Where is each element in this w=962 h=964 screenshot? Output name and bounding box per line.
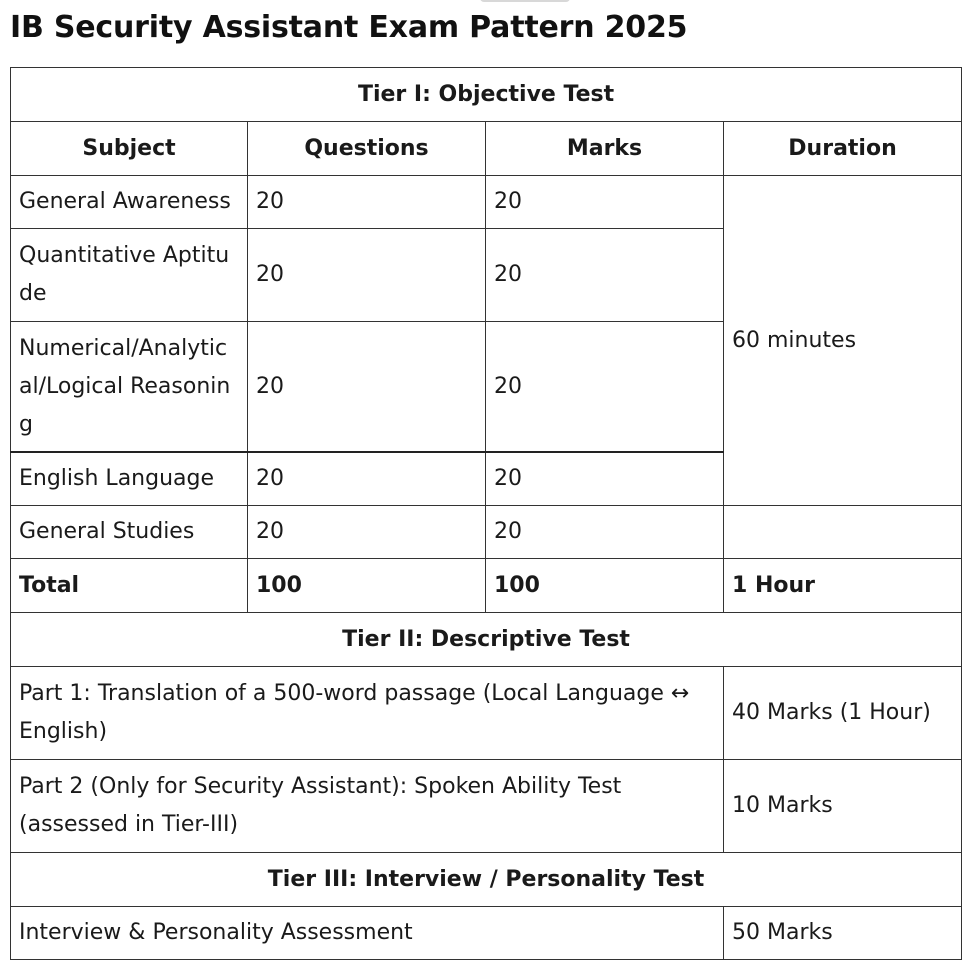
exam-pattern-table	[10, 67, 962, 960]
subject-cell: General Awareness	[11, 176, 248, 229]
total-duration: 1 Hour	[724, 559, 962, 613]
total-questions: 100	[248, 559, 486, 613]
total-marks: 100	[486, 559, 724, 613]
marks-cell: 20	[486, 176, 724, 229]
questions-cell: 20	[248, 452, 486, 506]
tier1-heading: Tier I: Objective Test	[11, 68, 962, 122]
part-marks-cell: 10 Marks	[724, 760, 962, 853]
column-header-subject: Subject	[11, 122, 248, 176]
marks-cell: 20	[486, 452, 724, 506]
duration-cell: 60 minutes	[724, 176, 962, 506]
questions-cell: 20	[248, 176, 486, 229]
total-label: Total	[11, 559, 248, 613]
table-row	[11, 176, 962, 229]
marks-cell: 20	[486, 229, 724, 322]
part-cell: Part 1: Translation of a 500-word passage (Local Language ↔ English)	[11, 667, 724, 760]
questions-cell: 20	[248, 506, 486, 559]
empty-duration-cell	[724, 506, 962, 559]
tier2-heading-row	[11, 613, 962, 667]
total-row	[11, 559, 962, 613]
table-row	[11, 506, 962, 559]
questions-cell: 20	[248, 322, 486, 453]
marks-cell: 20	[486, 322, 724, 453]
scroll-indicator	[480, 0, 570, 2]
part-cell: Part 2 (Only for Security Assistant): Spoken Ability Test (assessed in Tier-III)	[11, 760, 724, 853]
tier3-heading: Tier III: Interview / Personality Test	[11, 853, 962, 907]
subject-cell: English Language	[11, 452, 248, 506]
tier2-heading: Tier II: Descriptive Test	[11, 613, 962, 667]
tier1-heading-row	[11, 68, 962, 122]
column-header-duration: Duration	[724, 122, 962, 176]
column-header-row	[11, 122, 962, 176]
part-cell: Interview & Personality Assessment	[11, 907, 724, 960]
subject-cell: General Studies	[11, 506, 248, 559]
table-row	[11, 760, 962, 853]
subject-cell: Quantitative Aptitude	[11, 229, 248, 322]
page-title: IB Security Assistant Exam Pattern 2025	[10, 10, 688, 45]
questions-cell: 20	[248, 229, 486, 322]
marks-cell: 20	[486, 506, 724, 559]
table-row	[11, 667, 962, 760]
part-marks-cell: 40 Marks (1 Hour)	[724, 667, 962, 760]
column-header-questions: Questions	[248, 122, 486, 176]
table-row	[11, 907, 962, 960]
column-header-marks: Marks	[486, 122, 724, 176]
part-marks-cell: 50 Marks	[724, 907, 962, 960]
subject-cell: Numerical/Analytical/Logical Reasoning	[11, 322, 248, 453]
tier3-heading-row	[11, 853, 962, 907]
